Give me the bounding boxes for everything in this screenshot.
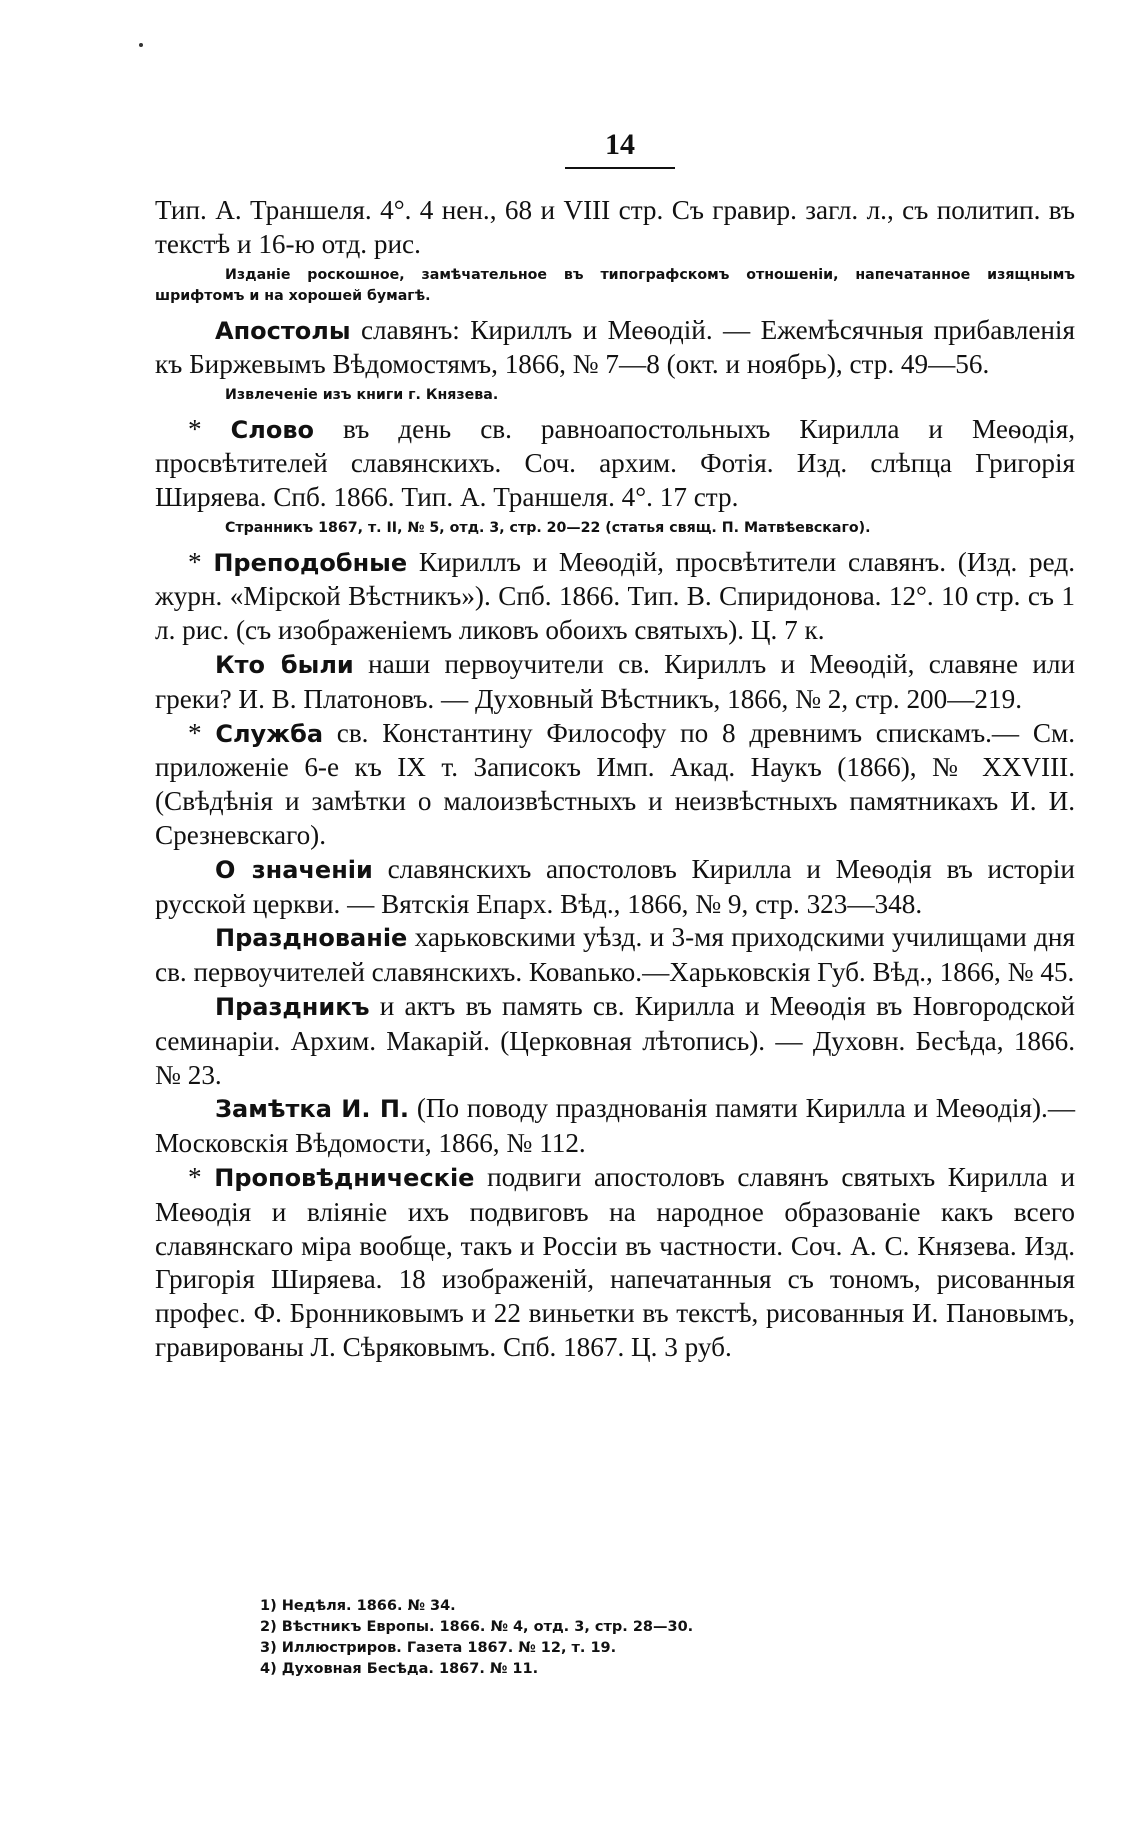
entry-prazdnovanie	[155, 921, 1075, 990]
entry-text: и актъ въ память св. Кирилла и Меѳодія въ Новгородской семинаріи. Архим. Макарій. (Церковная лѣтопись). — Духовн. Бесѣда, 1866. № 23.	[155, 990, 1075, 1090]
bibliography-text	[155, 194, 1075, 1365]
entry-title: Празднованіе	[215, 924, 408, 953]
entry-star: *	[188, 717, 216, 748]
entry-note: Странникъ 1867, т. II, № 5, отд. 3, стр. 20—22 (статья свящ. П. Матвѣевскаго).	[225, 520, 871, 537]
print-speck	[139, 43, 143, 47]
entry-kto-byli	[155, 648, 1075, 717]
entry-title: О значеніи	[215, 855, 373, 884]
entry-text: подвиги апостоловъ славянъ святыхъ Кирилла и Меѳодія и вліяніе ихъ подвиговъ на народное образованіе какъ всего славянскаго міра вообще, такъ и Россіи въ частности. Соч. А. С. Князева. Изд. Григорія Ширяева. 18 изображеній, напечатанныя съ тономъ, рисованныя профес. Ф. Бронниковымъ и 22 виньетки въ текстѣ, рисованныя И. Пановымъ, гравированы Л. Сѣряковымъ. Спб. 1867. Ц. 3 руб.	[155, 1161, 1075, 1362]
entry-note: Извлеченіе изъ книги г. Князева.	[225, 387, 499, 404]
entry-slovo	[155, 413, 1075, 515]
footnote: 4) Духовная Бесѣда. 1867. № 11.	[260, 1661, 539, 1677]
footnote: 1) Недѣля. 1866. № 34.	[260, 1598, 456, 1614]
entry-propovednicheskie	[155, 1161, 1075, 1365]
entry-prazdnik	[155, 990, 1075, 1092]
entry-title: Служба	[215, 719, 324, 748]
entry-text: Кириллъ и Меѳодій, просвѣтители славянъ. (Изд. ред. журн. «Мірской Вѣстникъ»). Спб. 1866. Тип. В. Спиридонова. 12°. 10 стр. съ 1 л. рис. (съ изображеніемъ ликовъ обоихъ святыхъ). Ц. 7 к.	[155, 546, 1075, 646]
entry-sluzhba	[155, 717, 1075, 853]
entry-continuation	[155, 194, 1075, 262]
entry-text: наши первоучители св. Кириллъ и Меѳодій, славяне или греки? И. В. Платоновъ. — Духовный Вѣстникъ, 1866, № 2, стр. 200—219.	[155, 648, 1075, 714]
entry-text: въ день св. равноапостольныхъ Кирилла и Меѳодія, просвѣтителей славянскихъ. Соч. архим. Фотія. Изд. слѣпца Григорія Ширяева. Спб. 1866. Тип. А. Траншеля. 4°. 17 стр.	[155, 413, 1076, 513]
entry-prepodobnye	[155, 546, 1075, 648]
footnotes	[260, 1596, 960, 1680]
entry-title: Апостолы	[215, 316, 351, 345]
entry-text: славянъ: Кириллъ и Меѳодій. — Ежемѣсячныя прибавленія къ Биржевымъ Вѣдомостямъ, 1866, № 7—8 (окт. и ноябрь), стр. 49—56.	[155, 314, 1075, 380]
footnote: 2) Вѣстникъ Европы. 1866. № 4, отд. 3, стр. 28—30.	[260, 1619, 694, 1635]
entry-title: Замѣтка И. П.	[215, 1095, 410, 1124]
entry-apostoly	[155, 314, 1075, 383]
entry-star: *	[188, 413, 231, 444]
entry-text: Тип. А. Траншеля. 4°. 4 нен., 68 и VIII стр. Съ гравир. загл. л., съ политип. въ текстѣ и 16-ю отд. рис.	[155, 195, 1075, 259]
entry-star: *	[188, 546, 214, 577]
entry-text: харьковскими уѣзд. и 3-мя приходскими училищами дня св. первоучителей славянскихъ. Коваnько.—Харьковскія Губ. Вѣд., 1866, № 45.	[155, 922, 1075, 988]
entry-star: *	[188, 1161, 215, 1192]
entry-o-znachenii	[155, 853, 1075, 922]
footnote: 3) Иллюстриров. Газета 1867. № 12, т. 19.	[260, 1640, 617, 1656]
entry-text: славянскихъ апостоловъ Кирилла и Меѳодія въ исторіи русской церкви. — Вятскія Епарх. Вѣд., 1866, № 9, стр. 323—348.	[155, 853, 1075, 919]
entry-title: Преподобные	[213, 548, 408, 577]
entry-zametka	[155, 1092, 1075, 1161]
entry-text: (По поводу празднованія памяти Кирилла и Меѳодія).—Московскія Вѣдомости, 1866, № 112.	[155, 1093, 1076, 1159]
page-number-rule	[565, 167, 675, 169]
entry-title: Праздникъ	[215, 992, 370, 1021]
entry-note: Изданіе роскошное, замѣчательное въ типографскомъ отношеніи, напечатанное изящнымъ шрифтомъ и на хорошей бумагѣ.	[155, 266, 1075, 305]
entry-title: Проповѣдническіе	[214, 1163, 475, 1192]
entry-title: Кто были	[215, 650, 354, 679]
page-number: 14	[605, 128, 635, 161]
entry-title: Слово	[230, 415, 314, 444]
entry-text: св. Константину Философу по 8 древнимъ спискамъ.— См. приложеніе 6-е къ IX т. Записокъ Имп. Акад. Наукъ (1866), № XXVIII. (Свѣдѣнія и замѣтки о малоизвѣстныхъ и неизвѣстныхъ памятникахъ И. И. Срезневскаго).	[155, 717, 1075, 850]
